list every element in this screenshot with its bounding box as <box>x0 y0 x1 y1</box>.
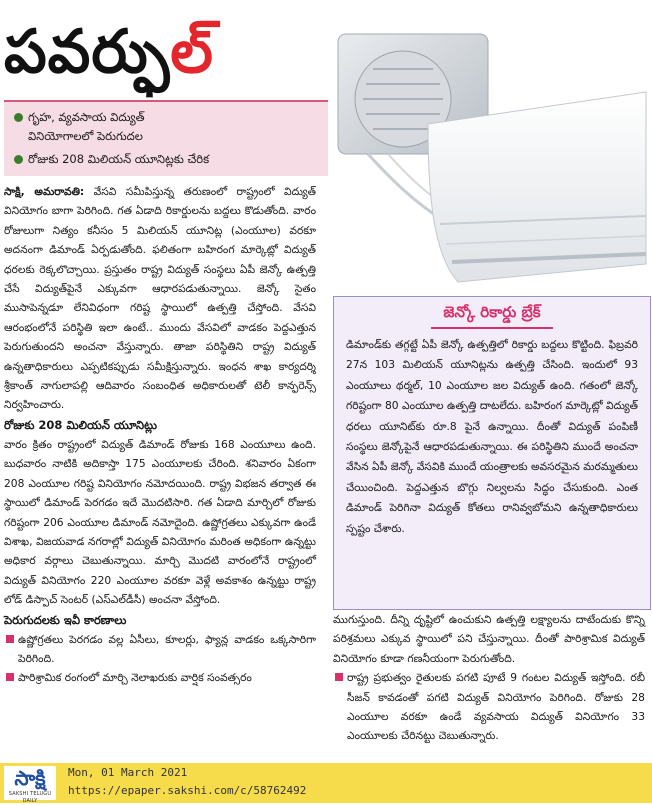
lead-paragraph: సాక్షి, అమరావతి: వేసవి సమీపిస్తున్న తరుణంలో రాష్ట్రంలో విద్యుత్ వినియోగం బాగా పెరిగింది. గత ఏడాది రికార్డులను బద్దలు కొడుతోంది. వారం రోజులుగా నిత్యం కనీసం 5 మిలియన్ యూనిట్ల (ఎంయూల) వరకూ అదనంగా డిమాండ్ ఏర్పడుతోంది. ఫలితంగా బహిరంగ మార్కెట్లో విద్యుత్ ధరలకు రెక్కలొచ్చాయి. ప్రస్తుతం రాష్ట్ర విద్యుత్ సంస్థలు ఏపీ జెన్కో ఉత్పత్తి చేసే విద్యుత్‌పైనే ఎక్కువగా ఆధారపడుతున్నాయి. జెన్కో సైతం ముసాపెన్నడూ లేనివిధంగా గరిష్ట స్థాయిలో ఉత్పత్తి చేస్తోంది. వేసవి ఆరంభంలోనే పరిస్థితి ఇలా ఉంటే.. ముందు వేసవిలో వాడకం పెద్దఎత్తున పెరుగుతుందని అంచనా వేస్తున్నారు. తాజా పరిస్థితిని రాష్ట్ర విద్యుత్ ఉన్నతాధికారులు ఎప్పటికప్పుడు సమీక్షిస్తున్నారు. ఇంధన శాఖ కార్యదర్శి శ్రీకాంత్ నాగులాపల్లి ఆదివారం సంబంధిత అధికారులతో టెలీ కాన్ఫరెన్స్ నిర్వహించారు. <box>4 185 316 412</box>
continued-paragraph: ముగుస్తుంది. దీన్ని దృష్టిలో ఉంచుకుని ఉత్పత్తి లక్ష్యాలను దాటేందుకు కొన్ని పరిశ్రమలు ఎక్కువ స్థాయిలో పని చేస్తున్నాయి. దీంతో పారిశ్రామిక విద్యుత్ వినియోగం కూడా గణనీయంగా పెరుగుతోంది. <box>333 613 645 665</box>
box-title: జెన్కో రికార్డు బ్రేక్ <box>431 301 552 329</box>
sakshi-logo: సాక్షి SAKSHI TELUGU DAILY <box>4 766 56 800</box>
article-column-2 <box>333 610 645 746</box>
subhead-daily-units: రోజుకు 208 మిలియన్ యూనిట్లు <box>4 417 157 432</box>
headline <box>4 6 334 98</box>
subhead-reasons: పెరుగుదలకు ఇవీ కారణాలు <box>4 612 127 627</box>
genco-record-box <box>333 296 651 610</box>
highlight-item-continued: వినియోగాలలో పెరుగుదల <box>28 129 143 143</box>
reason-item: రాష్ట్ర ప్రభుత్వం రైతులకు పగటి పూటే 9 గంటల విద్యుత్ ఇస్తోంది. రబీ సీజన్ కావడంతో పగటి విద్యుత్ వినియోగం పెరిగింది. రోజుకు 28 ఎంయూల వరకూ ఉండే వ్యవసాయ విద్యుత్ వినియోగం 33 ఎంయూలకు చేరినట్టు చెబుతున్నారు. <box>333 668 645 746</box>
highlights-box <box>4 100 328 176</box>
article-column-1 <box>4 182 316 688</box>
body-paragraph: వారం క్రితం రాష్ట్రంలో విద్యుత్ డిమాండ్ రోజుకు 168 ఎంయూలు ఉంది. బుధవారం నాటికి అదికాస్తా 175 ఎంయూలకు చేరింది. శనివారం ఏకంగా 208 ఎంయూల గరిష్ట వినియోగం నమోదయింది. రాష్ట్ర విభజన తర్వాత ఈ స్థాయిలో డిమాండ్ పెరగడం ఇదే మొదటిసారి. గత ఏడాది మార్చిలో రోజుకు గరిష్టంగా 206 ఎంయూల డిమాండ్ నమోదైంది. ఉష్ణోగ్రతలు ఎక్కువగా ఉండే విశాఖ, విజయవాడ నగరాల్లో విద్యుత్ వినియోగం మరింత అధికంగా ఉన్నట్టు అధికార వర్గాలు చెబుతున్నాయి. మార్చి మొదటి వారంలోనే రాష్ట్రంలో విద్యుత్ వినియోగం 220 ఎంయూల వరకూ వెళ్లే అవకాశం ఉన్నట్టు రాష్ట్ర లోడ్ డిస్పాచ్ సెంటర్ (ఎస్ఎల్‌డీసీ) అంచనా వేస్తోంది. <box>4 437 316 607</box>
edition-date: Mon, 01 March 2021 <box>68 766 188 779</box>
bullet-icon <box>14 155 23 164</box>
highlight-item: రోజుకు 208 మిలియన్ యూనిట్లకు చేరిక <box>14 150 209 169</box>
box-body: డిమాండ్‌కు తగ్గట్టే ఏపీ జెన్కో ఉత్పత్తిలో రికార్డు బద్దలు కొట్టింది. ఫిబ్రవరి 27న 103 మిలియన్ యూనిట్లను ఉత్పత్తి చేసింది. ఇందులో 93 ఎంయూలు థర్మల్, 10 ఎంయూల జల విద్యుత్ ఉంది. గతంలో జెన్కో గరిష్టంగా 80 ఎంయూల ఉత్పత్తి దాటలేదు. బహిరంగ మార్కెట్లో విద్యుత్ ధరలు యూనిట్‌కు రూ.8 పైనే ఉన్నాయి. దీంతో విద్యుత్ పంపిణీ సంస్థలు జెన్కోపైనే ఆధారపడుతున్నాయి. ఈ పరిస్థితిని ముందే అంచనా వేసిన ఏపీ జెన్కో వేసవికి ముందే యంత్రాలకు అవసరమైన మరమ్మతులు చేయించింది. పెద్దఎత్తున బొగ్గు నిల్వలను సిద్ధం చేసుకుంది. ఎంత డిమాండ్ పెరిగినా విద్యుత్ కోతలు రానివ్వబోమని ఉన్నతాధికారులు స్పష్టం చేశారు. <box>346 338 638 535</box>
reason-item: ఉష్ణోగ్రతలు పెరగడం వల్ల ఏసీలు, కూలర్లు, ఫ్యాన్ల వాడకం ఒక్కసారిగా పెరిగింది. <box>4 630 316 669</box>
bullet-square-icon <box>6 635 14 643</box>
dateline: సాక్షి, అమరావతి: <box>4 185 85 198</box>
headline-part2: ఫుల్ <box>170 17 214 87</box>
headline-part1: పవర్ <box>4 17 171 87</box>
source-url[interactable]: https://epaper.sakshi.com/c/58762492 <box>68 784 307 797</box>
footer-bar <box>0 763 652 803</box>
highlight-item: గృహ, వ్యవసాయ విద్యుత్ <box>14 108 314 127</box>
air-conditioner-image <box>328 4 652 294</box>
bullet-square-icon <box>6 673 14 681</box>
reason-item: పారిశ్రామిక రంగంలో మార్చి నెలాఖరుకు వార్షిక సంవత్సరం <box>4 668 316 687</box>
bullet-icon <box>14 113 23 122</box>
bullet-square-icon <box>335 673 343 681</box>
